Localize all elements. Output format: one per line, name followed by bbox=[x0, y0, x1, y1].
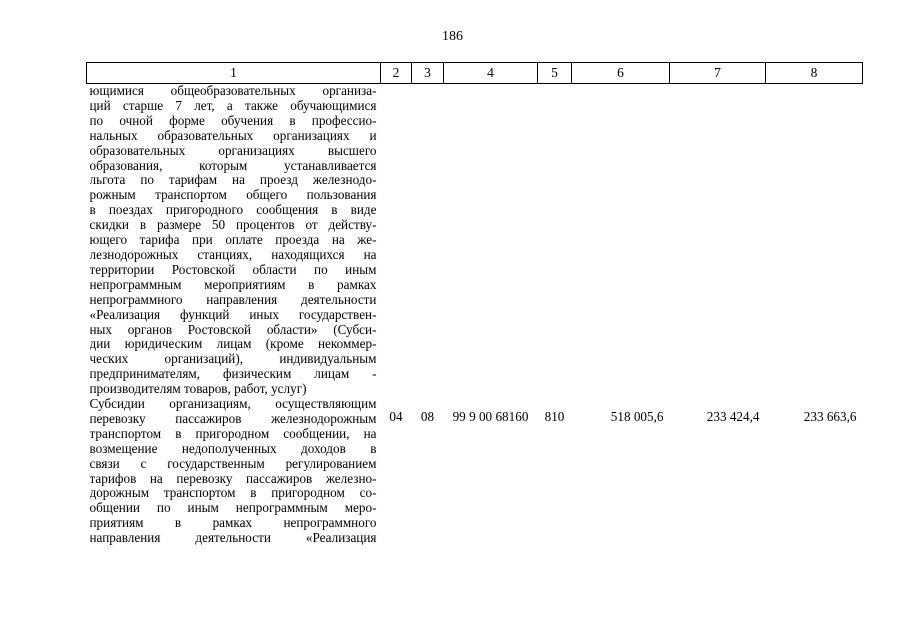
cell-amount-2: 233 424,4 bbox=[706, 409, 760, 425]
cell-section bbox=[381, 84, 412, 398]
cell-amount-3 bbox=[766, 84, 863, 398]
cell-amount-2 bbox=[670, 84, 766, 398]
description-line: дорожным транспортом в пригородном со- bbox=[89, 486, 377, 501]
description-line: общении по иным непрограммным меро- bbox=[89, 501, 377, 516]
description-line: по очной форме обучения в профессио- bbox=[89, 113, 377, 128]
description-line: рожным транспортом общего пользования bbox=[89, 188, 377, 203]
cell-target-article bbox=[444, 84, 538, 398]
header-col-4: 4 bbox=[444, 63, 538, 84]
cell-amount-1: 518 005,6 bbox=[610, 409, 664, 425]
description-line: производителям товаров, работ, услуг) bbox=[89, 382, 307, 397]
description-line: в поездах пригородного сообщения в виде bbox=[89, 203, 377, 218]
description-line: ций старше 7 лет, а также обучающимися bbox=[89, 98, 377, 113]
header-row bbox=[87, 63, 863, 84]
cell-expense-type bbox=[538, 84, 572, 398]
description-line: ных органов Ростовской области» (Субси- bbox=[89, 322, 377, 337]
description-line: льгота по тарифам на проезд железнодо- bbox=[89, 173, 377, 188]
table-row bbox=[87, 397, 863, 546]
header-col-2: 2 bbox=[381, 63, 412, 84]
description-line: образования, которым устанавливается bbox=[89, 158, 377, 173]
header-col-1: 1 bbox=[87, 63, 381, 84]
description-line: лезнодорожных станциях, находящихся на bbox=[89, 247, 377, 262]
description-line: ческих организаций), индивидуальным bbox=[89, 352, 377, 367]
description-line: территории Ростовской области по иным bbox=[89, 262, 377, 277]
header-col-8: 8 bbox=[766, 63, 863, 84]
description-line: транспортом в пригородном сообщении, на bbox=[89, 426, 377, 441]
description-line: Субсидии организациям, осуществляющим bbox=[89, 397, 377, 412]
cell-subsection: 08 bbox=[420, 409, 435, 425]
description-line: нальных образовательных организациях и bbox=[89, 128, 377, 143]
header-col-7: 7 bbox=[670, 63, 766, 84]
cell-expense-type: 810 bbox=[544, 409, 565, 425]
row-description bbox=[87, 84, 381, 398]
description-line: возмещение недополученных доходов в bbox=[89, 441, 377, 456]
description-line: приятиям в рамках непрограммного bbox=[89, 516, 377, 531]
description-line: образовательных организациях высшего bbox=[89, 143, 377, 158]
budget-table bbox=[86, 62, 863, 546]
description-line: непрограммного направления деятельности bbox=[89, 292, 377, 307]
header-col-3: 3 bbox=[412, 63, 444, 84]
cell-amount-1 bbox=[572, 84, 670, 398]
description-line: скидки в размере 50 процентов от действу- bbox=[89, 218, 377, 233]
description-line: направления деятельности «Реализация bbox=[89, 531, 377, 546]
cell-amount-3: 233 663,6 bbox=[803, 409, 857, 425]
table-row bbox=[87, 84, 863, 398]
header-col-6: 6 bbox=[572, 63, 670, 84]
description-line: предпринимателям, физическим лицам - bbox=[89, 367, 377, 382]
header-col-5: 5 bbox=[538, 63, 572, 84]
description-line: ющимися общеобразовательных организа- bbox=[89, 84, 377, 98]
cell-section: 04 bbox=[389, 409, 403, 425]
cell-target-article: 99 9 00 68160 bbox=[452, 409, 529, 425]
page-number: 186 bbox=[442, 29, 463, 44]
cell-subsection bbox=[412, 84, 444, 398]
description-line: ющего тарифа при оплате проезда на же- bbox=[89, 233, 377, 248]
description-line: непрограммным мероприятиям в рамках bbox=[89, 277, 377, 292]
description-line: «Реализация функций иных государствен- bbox=[89, 307, 377, 322]
description-line: связи с государственным регулированием bbox=[89, 456, 377, 471]
description-line: перевозку пассажиров железнодорожным bbox=[89, 411, 377, 426]
row-description bbox=[87, 397, 381, 546]
description-line: дии юридическим лицам (кроме некоммер- bbox=[89, 337, 377, 352]
description-line: тарифов на перевозку пассажиров железно- bbox=[89, 471, 377, 486]
